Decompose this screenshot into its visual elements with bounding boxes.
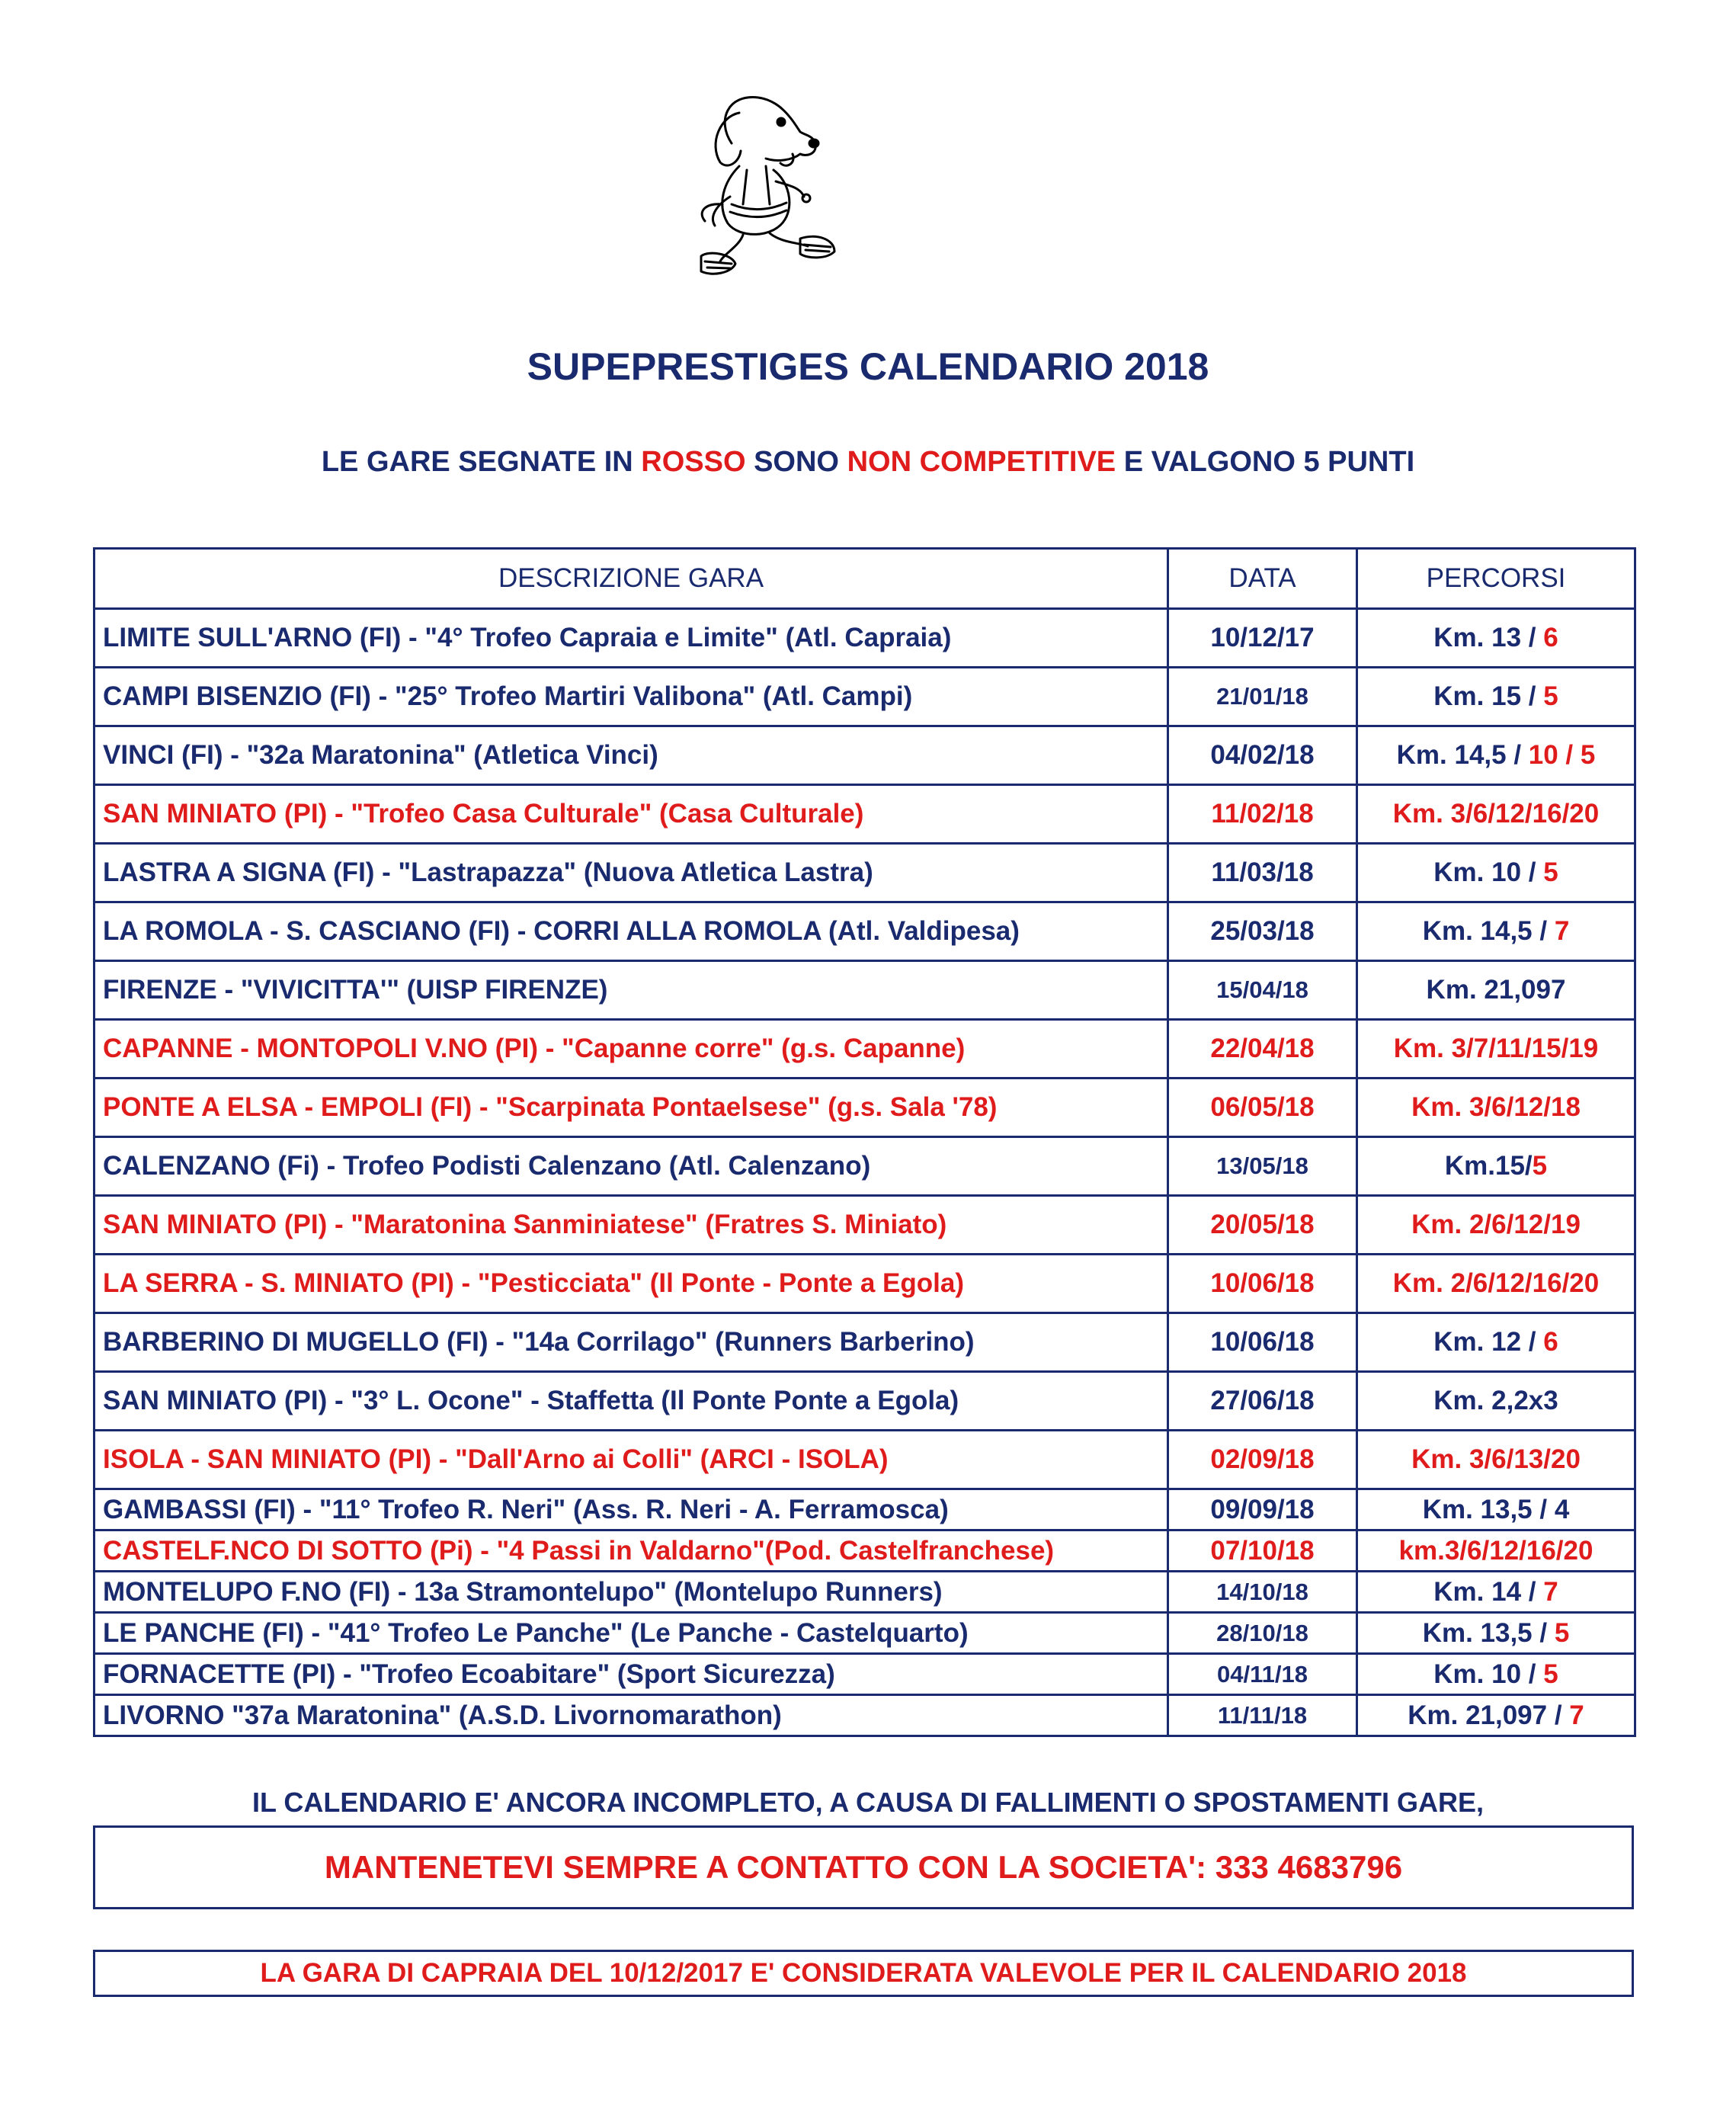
table-row xyxy=(94,1530,1635,1572)
race-routes xyxy=(1357,1372,1635,1431)
race-calendar-table xyxy=(93,547,1636,1737)
race-date: 09/09/18 xyxy=(1168,1489,1357,1530)
routes-main: Km. 13,5 / xyxy=(1422,1617,1555,1648)
race-description: LIVORNO "37a Maratonina" (A.S.D. Livornomarathon) xyxy=(94,1695,1168,1736)
table-row xyxy=(94,1372,1635,1431)
race-routes xyxy=(1357,668,1635,726)
routes-main: Km. 10 / xyxy=(1433,1659,1544,1689)
header-description: DESCRIZIONE GARA xyxy=(94,549,1168,609)
table-row xyxy=(94,1313,1635,1372)
table-row xyxy=(94,844,1635,902)
race-date: 11/03/18 xyxy=(1168,844,1357,902)
routes-main: Km. 15 / xyxy=(1433,681,1544,711)
race-date: 13/05/18 xyxy=(1168,1137,1357,1196)
routes-main: km.3/6/12/16/20 xyxy=(1398,1535,1593,1566)
routes-main: Km. 14,5 / xyxy=(1422,916,1555,946)
routes-main: Km. 2/6/12/16/20 xyxy=(1392,1268,1600,1298)
race-routes xyxy=(1357,785,1635,844)
race-routes xyxy=(1357,902,1635,961)
race-routes xyxy=(1357,1313,1635,1372)
race-routes xyxy=(1357,1489,1635,1530)
race-routes xyxy=(1357,844,1635,902)
incomplete-notice: IL CALENDARIO E' ANCORA INCOMPLETO, A CAUSA DI FALLIMENTI O SPOSTAMENTI GARE, xyxy=(252,1787,1484,1818)
race-description: SAN MINIATO (PI) - "Maratonina Sanminiatese" (Fratres S. Miniato) xyxy=(94,1196,1168,1255)
race-description: VINCI (FI) - "32a Maratonina" (Atletica Vinci) xyxy=(94,726,1168,785)
routes-non-competitive: 5 xyxy=(1532,1151,1548,1181)
routes-non-competitive: 7 xyxy=(1569,1700,1584,1730)
routes-non-competitive: 5 xyxy=(1543,681,1558,711)
routes-main: Km. 3/6/13/20 xyxy=(1411,1444,1581,1474)
race-date: 10/06/18 xyxy=(1168,1255,1357,1313)
routes-non-competitive: 7 xyxy=(1543,1576,1558,1607)
race-routes xyxy=(1357,609,1635,668)
race-description: GAMBASSI (FI) - "11° Trofeo R. Neri" (Ass. R. Neri - A. Ferramosca) xyxy=(94,1489,1168,1530)
table-row xyxy=(94,902,1635,961)
routes-main: Km. 13 / xyxy=(1433,623,1544,652)
race-description: ISOLA - SAN MINIATO (PI) - "Dall'Arno ai Colli" (ARCI - ISOLA) xyxy=(94,1431,1168,1489)
race-routes xyxy=(1357,1654,1635,1695)
race-date: 14/10/18 xyxy=(1168,1572,1357,1613)
table-row xyxy=(94,1489,1635,1530)
race-date: 06/05/18 xyxy=(1168,1079,1357,1137)
routes-main: Km. 12 / xyxy=(1433,1327,1544,1357)
race-date: 21/01/18 xyxy=(1168,668,1357,726)
race-routes xyxy=(1357,961,1635,1020)
contact-text: MANTENETEVI SEMPRE A CONTATTO CON LA SOCIETA': 333 4683796 xyxy=(324,1849,1403,1885)
race-description: PONTE A ELSA - EMPOLI (FI) - "Scarpinata Pontaelsese" (g.s. Sala '78) xyxy=(94,1079,1168,1137)
race-description: MONTELUPO F.NO (FI) - 13a Stramontelupo" (Montelupo Runners) xyxy=(94,1572,1168,1613)
routes-non-competitive: 6 xyxy=(1543,623,1558,652)
table-row xyxy=(94,726,1635,785)
race-description: LA SERRA - S. MINIATO (PI) - "Pesticciata" (Il Ponte - Ponte a Egola) xyxy=(94,1255,1168,1313)
table-row xyxy=(94,1572,1635,1613)
routes-non-competitive: 10 / 5 xyxy=(1528,740,1596,770)
race-date: 10/12/17 xyxy=(1168,609,1357,668)
routes-main: Km. 3/6/12/16/20 xyxy=(1392,799,1600,829)
race-description: CAPANNE - MONTOPOLI V.NO (PI) - "Capanne corre" (g.s. Capanne) xyxy=(94,1020,1168,1079)
routes-main: Km. 13,5 / 4 xyxy=(1422,1494,1570,1524)
table-row xyxy=(94,1137,1635,1196)
table-row xyxy=(94,668,1635,726)
contact-box xyxy=(93,1825,1634,1909)
race-routes xyxy=(1357,1137,1635,1196)
routes-non-competitive: 6 xyxy=(1543,1327,1558,1357)
table-row xyxy=(94,1020,1635,1079)
race-description: BARBERINO DI MUGELLO (FI) - "14a Corrilago" (Runners Barberino) xyxy=(94,1313,1168,1372)
table-row xyxy=(94,1695,1635,1736)
routes-non-competitive: 5 xyxy=(1543,857,1558,887)
routes-main: Km. 2/6/12/19 xyxy=(1411,1210,1581,1239)
routes-non-competitive: 5 xyxy=(1543,1659,1558,1689)
race-routes xyxy=(1357,1431,1635,1489)
footer-note-text: LA GARA DI CAPRAIA DEL 10/12/2017 E' CONSIDERATA VALEVOLE PER IL CALENDARIO 2018 xyxy=(260,1958,1467,1988)
routes-main: Km.15/ xyxy=(1444,1151,1533,1181)
subtitle-red-word: ROSSO xyxy=(641,446,746,478)
race-date: 10/06/18 xyxy=(1168,1313,1357,1372)
routes-non-competitive: 7 xyxy=(1554,916,1570,946)
table-body xyxy=(94,609,1635,1736)
race-description: LA ROMOLA - S. CASCIANO (FI) - CORRI ALLA ROMOLA (Atl. Valdipesa) xyxy=(94,902,1168,961)
table-row xyxy=(94,961,1635,1020)
race-date: 02/09/18 xyxy=(1168,1431,1357,1489)
race-description: CAMPI BISENZIO (FI) - "25° Trofeo Martiri Valibona" (Atl. Campi) xyxy=(94,668,1168,726)
routes-main: Km. 14,5 / xyxy=(1396,740,1529,770)
race-date: 04/11/18 xyxy=(1168,1654,1357,1695)
table-row xyxy=(94,1196,1635,1255)
race-date: 25/03/18 xyxy=(1168,902,1357,961)
table-row xyxy=(94,1431,1635,1489)
race-routes xyxy=(1357,1079,1635,1137)
race-date: 07/10/18 xyxy=(1168,1530,1357,1572)
race-date: 11/11/18 xyxy=(1168,1695,1357,1736)
running-dog-icon xyxy=(686,90,846,288)
subtitle-part: SONO xyxy=(745,446,847,478)
routes-main: Km. 10 / xyxy=(1433,857,1544,887)
routes-main: Km. 14 / xyxy=(1433,1576,1544,1607)
race-date: 28/10/18 xyxy=(1168,1613,1357,1654)
table-row xyxy=(94,609,1635,668)
table-row xyxy=(94,1613,1635,1654)
race-description: LIMITE SULL'ARNO (FI) - "4° Trofeo Capraia e Limite" (Atl. Capraia) xyxy=(94,609,1168,668)
routes-main: Km. 3/6/12/18 xyxy=(1411,1092,1581,1122)
race-description: SAN MINIATO (PI) - "3° L. Ocone" - Staffetta (Il Ponte Ponte a Egola) xyxy=(94,1372,1168,1431)
routes-main: Km. 2,2x3 xyxy=(1433,1386,1558,1415)
race-routes xyxy=(1357,726,1635,785)
race-description: FORNACETTE (PI) - "Trofeo Ecoabitare" (Sport Sicurezza) xyxy=(94,1654,1168,1695)
table-row xyxy=(94,1079,1635,1137)
page-title: SUPEPRESTIGES CALENDARIO 2018 xyxy=(527,345,1209,388)
table-row xyxy=(94,1255,1635,1313)
race-description: CASTELF.NCO DI SOTTO (Pi) - "4 Passi in Valdarno"(Pod. Castelfranchese) xyxy=(94,1530,1168,1572)
routes-main: Km. 3/7/11/15/19 xyxy=(1393,1034,1599,1063)
race-description: FIRENZE - "VIVICITTA'" (UISP FIRENZE) xyxy=(94,961,1168,1020)
race-routes xyxy=(1357,1530,1635,1572)
race-routes xyxy=(1357,1572,1635,1613)
routes-main: Km. 21,097 / xyxy=(1408,1700,1570,1730)
subtitle-red-phrase: NON COMPETITIVE xyxy=(847,446,1116,478)
race-date: 20/05/18 xyxy=(1168,1196,1357,1255)
race-date: 11/02/18 xyxy=(1168,785,1357,844)
routes-non-competitive: 5 xyxy=(1554,1617,1570,1648)
race-description: CALENZANO (Fi) - Trofeo Podisti Calenzano (Atl. Calenzano) xyxy=(94,1137,1168,1196)
table-row xyxy=(94,1654,1635,1695)
race-date: 04/02/18 xyxy=(1168,726,1357,785)
race-date: 27/06/18 xyxy=(1168,1372,1357,1431)
race-routes xyxy=(1357,1255,1635,1313)
routes-main: Km. 21,097 xyxy=(1426,975,1566,1005)
footer-note-box xyxy=(93,1950,1634,1997)
header-date: DATA xyxy=(1168,549,1357,609)
race-routes xyxy=(1357,1196,1635,1255)
page-subtitle xyxy=(0,446,1736,479)
race-description: SAN MINIATO (PI) - "Trofeo Casa Culturale" (Casa Culturale) xyxy=(94,785,1168,844)
race-routes xyxy=(1357,1020,1635,1079)
race-description: LE PANCHE (FI) - "41° Trofeo Le Panche" (Le Panche - Castelquarto) xyxy=(94,1613,1168,1654)
race-date: 22/04/18 xyxy=(1168,1020,1357,1079)
race-description: LASTRA A SIGNA (FI) - "Lastrapazza" (Nuova Atletica Lastra) xyxy=(94,844,1168,902)
header-routes: PERCORSI xyxy=(1357,549,1635,609)
race-routes xyxy=(1357,1695,1635,1736)
subtitle-part: E VALGONO 5 PUNTI xyxy=(1116,446,1415,478)
race-routes xyxy=(1357,1613,1635,1654)
subtitle-part: LE GARE SEGNATE IN xyxy=(321,446,642,478)
race-date: 15/04/18 xyxy=(1168,961,1357,1020)
table-row xyxy=(94,785,1635,844)
